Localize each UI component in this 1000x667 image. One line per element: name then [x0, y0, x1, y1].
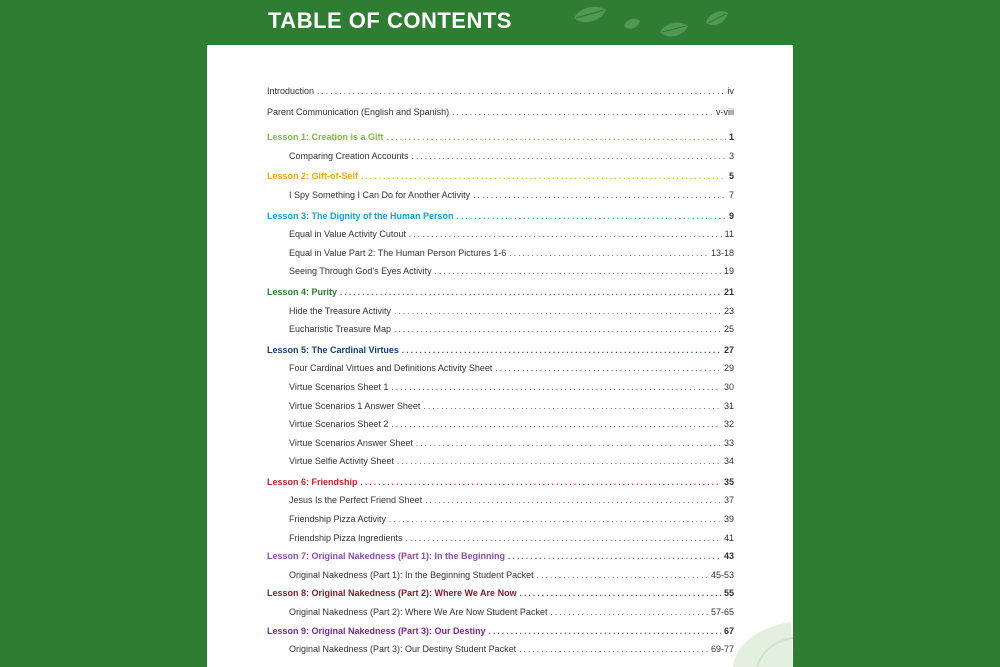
entry-page: 57-65 [710, 607, 734, 618]
lesson-heading[interactable] [267, 345, 734, 364]
lesson-title: Lesson 4: Purity [267, 286, 338, 297]
leaf-icon [658, 20, 690, 40]
toc-subentry[interactable] [267, 456, 734, 475]
entry-page: 11 [724, 229, 734, 240]
page-title: TABLE OF CONTENTS [268, 8, 512, 33]
lesson-page: 9 [728, 210, 734, 221]
leader-dots [361, 478, 721, 487]
leader-dots [340, 288, 721, 297]
entry-title: Comparing Creation Accounts [289, 150, 409, 161]
leader-dots [423, 402, 721, 411]
toc-subentry[interactable] [267, 607, 734, 626]
toc-subentry[interactable] [267, 363, 734, 382]
toc-entry[interactable] [267, 86, 734, 105]
lesson-heading[interactable] [267, 588, 734, 607]
lesson-title: Lesson 8: Original Nakedness (Part 2): Where We Are Now [267, 588, 517, 599]
lesson-title: Lesson 5: The Cardinal Virtues [267, 344, 399, 355]
leader-dots [409, 230, 722, 239]
entry-title: Four Cardinal Virtues and Definitions Activity Sheet [289, 363, 493, 374]
leader-dots [317, 87, 724, 96]
entry-title: Seeing Through God's Eyes Activity [289, 266, 432, 277]
leader-dots [550, 608, 708, 617]
lesson-heading[interactable] [267, 287, 734, 306]
entry-title: Original Nakedness (Part 1): In the Beginning Student Packet [289, 569, 534, 580]
entry-page: v-viii [716, 106, 734, 117]
entry-page: 23 [723, 305, 734, 316]
entry-title: Equal in Value Part 2: The Human Person Pictures 1-6 [289, 247, 507, 258]
entry-page: 33 [723, 437, 734, 448]
lesson-page: 1 [728, 132, 734, 143]
lesson-title: Lesson 1: Creation is a Gift [267, 132, 384, 143]
lesson-heading[interactable] [267, 626, 734, 645]
entry-page: 3 [728, 150, 734, 161]
entry-title: Equal in Value Activity Cutout [289, 229, 406, 240]
leader-dots [416, 439, 721, 448]
lesson-title: Lesson 6: Friendship [267, 476, 358, 487]
leaf-decoration-icon [727, 618, 793, 667]
leader-dots [519, 645, 708, 654]
leader-dots [425, 496, 721, 505]
entry-page: 25 [723, 324, 734, 335]
entry-page: 31 [723, 400, 734, 411]
toc-subentry[interactable] [267, 644, 734, 663]
leader-dots [402, 346, 721, 355]
lesson-page: 27 [723, 344, 734, 355]
toc-subentry[interactable] [267, 229, 734, 248]
table-of-contents [267, 86, 734, 663]
lesson-page: 5 [728, 171, 734, 182]
leader-dots [387, 133, 726, 142]
toc-subentry[interactable] [267, 382, 734, 401]
leader-dots [452, 108, 713, 117]
title-banner [207, 0, 793, 45]
entry-page: 32 [723, 419, 734, 430]
entry-page: 45-53 [710, 569, 734, 580]
entry-page: 69-77 [710, 644, 734, 655]
toc-subentry[interactable] [267, 190, 734, 209]
entry-title: Friendship Pizza Ingredients [289, 532, 403, 543]
entry-page: 39 [723, 514, 734, 525]
leader-dots [394, 307, 721, 316]
entry-page: 37 [723, 495, 734, 506]
lesson-page: 43 [723, 551, 734, 562]
entry-title: Hide the Treasure Activity [289, 305, 392, 316]
leader-dots [361, 172, 726, 181]
toc-subentry[interactable] [267, 533, 734, 552]
entry-page: iv [727, 86, 734, 96]
leader-dots [412, 152, 726, 161]
lesson-page: 21 [723, 286, 734, 297]
lesson-heading[interactable] [267, 211, 734, 230]
entry-title: Friendship Pizza Activity [289, 514, 387, 525]
toc-subentry[interactable] [267, 324, 734, 343]
entry-title: Original Nakedness (Part 3): Our Destiny Student Packet [289, 644, 517, 655]
lesson-title: Lesson 9: Original Nakedness (Part 3): Our Destiny [267, 625, 486, 636]
entry-title: Virtue Scenarios 1 Answer Sheet [289, 400, 421, 411]
toc-entry[interactable] [267, 107, 734, 126]
entry-page: 34 [723, 456, 734, 467]
toc-subentry[interactable] [267, 514, 734, 533]
leader-dots [457, 212, 726, 221]
toc-subentry[interactable] [267, 306, 734, 325]
toc-subentry[interactable] [267, 248, 734, 267]
leader-dots [489, 627, 721, 636]
leader-dots [508, 552, 721, 561]
toc-subentry[interactable] [267, 570, 734, 589]
entry-page: 29 [723, 363, 734, 374]
leader-dots [509, 249, 708, 258]
lesson-title: Lesson 3: The Dignity of the Human Person [267, 210, 454, 221]
entry-title: Eucharistic Treasure Map [289, 324, 392, 335]
leader-dots [391, 383, 721, 392]
toc-subentry[interactable] [267, 401, 734, 420]
leaf-icon [572, 4, 608, 26]
entry-title: Original Nakedness (Part 2): Where We Are Now Student Packet [289, 607, 548, 618]
leader-dots [495, 364, 721, 373]
leader-dots [389, 515, 721, 524]
entry-page: 13-18 [710, 247, 734, 258]
lesson-page: 67 [723, 625, 734, 636]
lesson-heading[interactable] [267, 551, 734, 570]
leader-dots [520, 589, 721, 598]
leader-dots [473, 191, 726, 200]
leader-dots [435, 267, 721, 276]
lesson-page: 35 [723, 476, 734, 487]
entry-title: Virtue Scenarios Answer Sheet [289, 437, 413, 448]
entry-title: Parent Communication (English and Spanish) [267, 106, 450, 117]
toc-subentry[interactable] [267, 266, 734, 285]
lesson-title: Lesson 2: Gift-of-Self [267, 171, 359, 182]
leader-dots [391, 420, 721, 429]
lesson-page: 55 [723, 588, 734, 599]
lesson-heading[interactable] [267, 132, 734, 151]
lesson-title: Lesson 7: Original Nakedness (Part 1): In the Beginning [267, 551, 506, 562]
lesson-heading[interactable] [267, 171, 734, 190]
leaf-icon [704, 9, 730, 29]
leader-dots [394, 325, 721, 334]
entry-page: 41 [723, 532, 734, 543]
toc-subentry[interactable] [267, 438, 734, 457]
toc-subentry[interactable] [267, 151, 734, 170]
entry-page: 30 [723, 381, 734, 392]
entry-title: Virtue Scenarios Sheet 1 [289, 381, 389, 392]
toc-subentry[interactable] [267, 419, 734, 438]
leader-dots [537, 571, 708, 580]
lesson-heading[interactable] [267, 477, 734, 496]
document-page [207, 0, 793, 667]
entry-title: Jesus Is the Perfect Friend Sheet [289, 495, 423, 506]
entry-page: 19 [723, 266, 734, 277]
leader-dots [397, 457, 721, 466]
leader-dots [406, 534, 721, 543]
entry-title: Virtue Scenarios Sheet 2 [289, 419, 389, 430]
entry-title: Introduction [267, 86, 315, 96]
entry-title: Virtue Selfie Activity Sheet [289, 456, 394, 467]
leaf-icon [623, 17, 641, 31]
entry-title: I Spy Something I Can Do for Another Activity [289, 189, 471, 200]
toc-subentry[interactable] [267, 495, 734, 514]
entry-page: 7 [728, 189, 734, 200]
